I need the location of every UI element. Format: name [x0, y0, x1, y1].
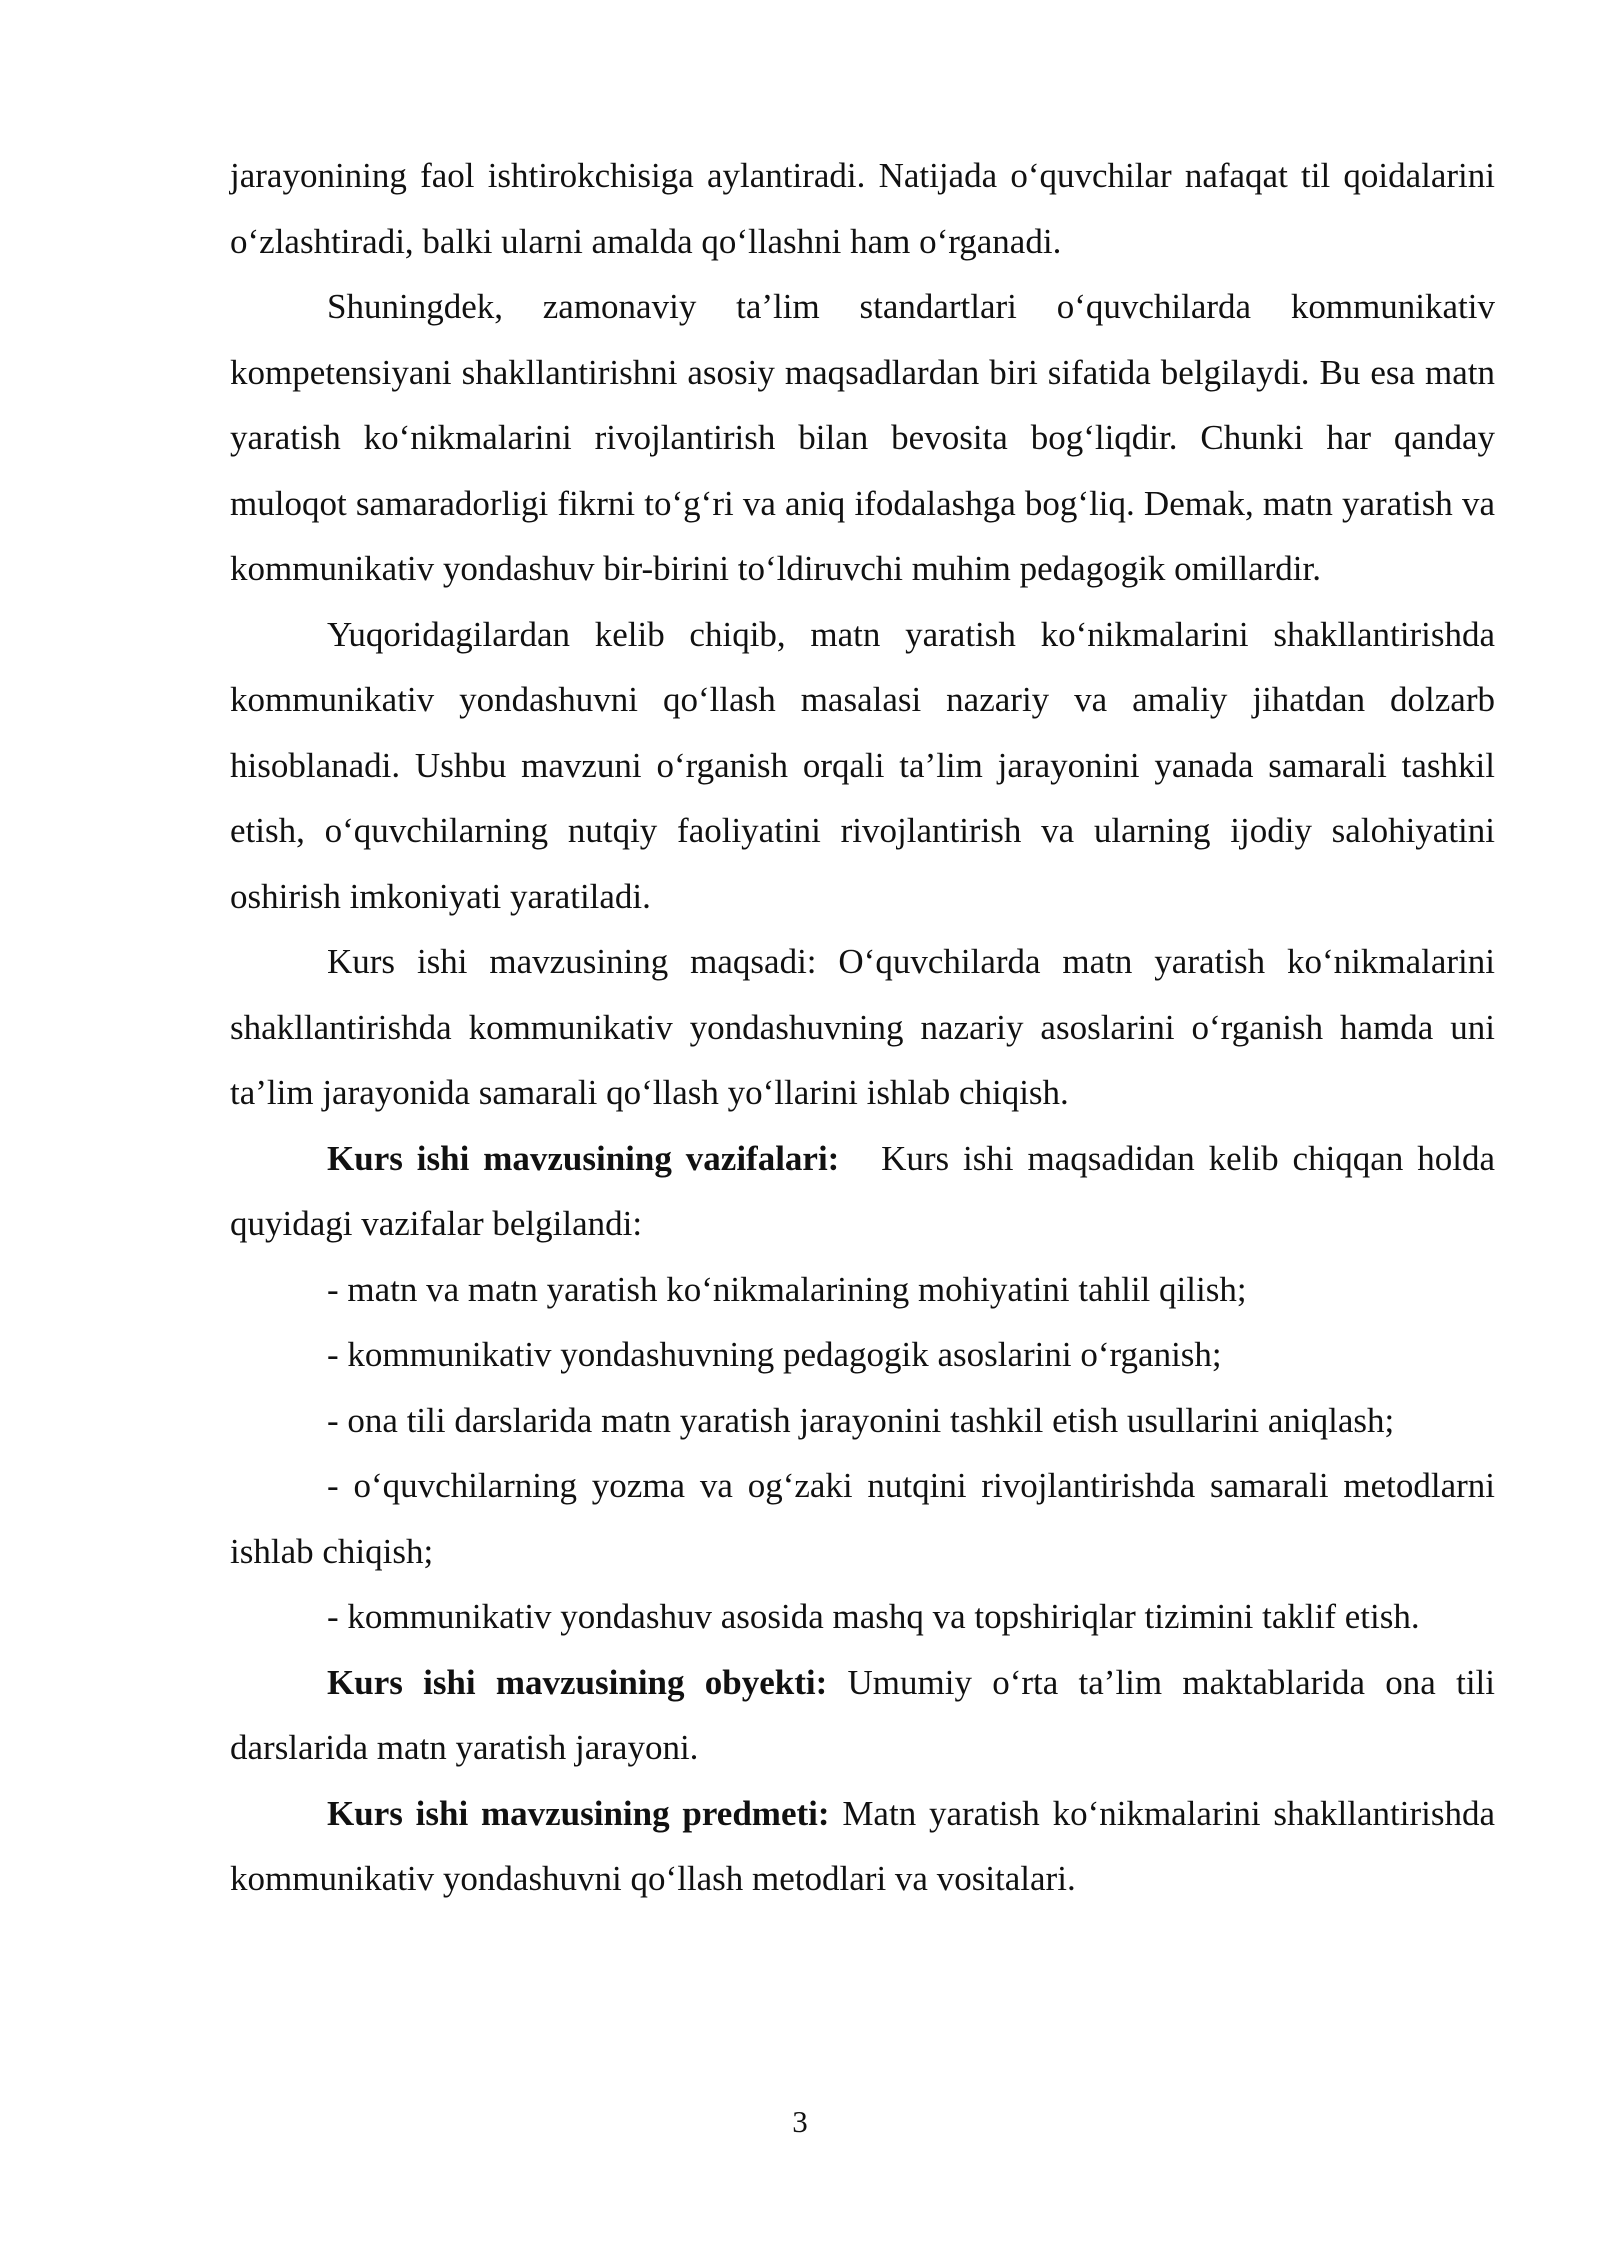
task-item: - matn va matn yaratish ko‘nikmalarining mohiyatini tahlil qilish; — [327, 1269, 1247, 1309]
paragraph-intro-continuation: jarayonining faol ishtirokchisiga aylantiradi. Natijada o‘quvchilar nafaqat til qoidalarini o‘zlashtiradi, balki ularni amalda qo‘llashni ham o‘rganadi. — [230, 156, 1495, 261]
paragraph-subject — [230, 1781, 1495, 1912]
subject-heading: Kurs ishi mavzusining predmeti: — [327, 1793, 830, 1833]
task-item: - o‘quvchilarning yozma va og‘zaki nutqini rivojlantirishda samarali metodlarni ishlab chiqish; — [230, 1466, 1495, 1571]
paragraph-goal: Kurs ishi mavzusining maqsadi: O‘quvchilarda matn yaratish ko‘nikmalarini shakllantirishda kommunikativ yondashuvning nazariy asoslarini o‘rganish hamda uni ta’lim jarayonida samarali qo‘llash yo‘llarini ishlab chiqish. — [230, 942, 1495, 1112]
tasks-intro: Kurs ishi maqsadidan kelib chiqqan holda quyidagi vazifalar belgilandi: — [230, 1138, 1495, 1243]
task-item: - ona tili darslarida matn yaratish jarayonini tashkil etish usullarini aniqlash; — [327, 1400, 1395, 1440]
document-page — [230, 143, 1495, 1912]
object-heading: Kurs ishi mavzusining obyekti: — [327, 1662, 828, 1702]
page-number: 3 — [792, 2104, 808, 2139]
paragraph-tasks — [230, 1126, 1495, 1257]
paragraph-object — [230, 1650, 1495, 1781]
subject-text: Matn yaratish ko‘nikmalarini shakllantirishda kommunikativ yondashuvni qo‘llash metodlari va vositalari. — [230, 1793, 1495, 1898]
tasks-heading: Kurs ishi mavzusining vazifalari: — [327, 1138, 840, 1178]
paragraph-standards: Shuningdek, zamonaviy ta’lim standartlari o‘quvchilarda kommunikativ kompetensiyani shakllantirishni asosiy maqsadlardan biri sifatida belgilaydi. Bu esa matn yaratish ko‘nikmalarini rivojlantirish bilan bevosita bog‘liqdir. Chunki har qanday muloqot samaradorligi fikrni to‘g‘ri va aniq ifodalashga bog‘liq. Demak, matn yaratish va kommunikativ yondashuv bir-birini to‘ldiruvchi muhim pedagogik omillardir. — [230, 287, 1495, 588]
paragraph-relevance: Yuqoridagilardan kelib chiqib, matn yaratish ko‘nikmalarini shakllantirishda kommunikativ yondashuvni qo‘llash masalasi nazariy va amaliy jihatdan dolzarb hisoblanadi. Ushbu mavzuni o‘rganish orqali ta’lim jarayonini yanada samarali tashkil etish, o‘quvchilarning nutqiy faoliyatini rivojlantirish va ularning ijodiy salohiyatini oshirish imkoniyati yaratiladi. — [230, 614, 1495, 916]
task-item: - kommunikativ yondashuvning pedagogik asoslarini o‘rganish; — [327, 1335, 1222, 1374]
task-item: - kommunikativ yondashuv asosida mashq va topshiriqlar tizimini taklif etish. — [327, 1597, 1420, 1636]
object-text: Umumiy o‘rta ta’lim maktablarida ona tili darslarida matn yaratish jarayoni. — [230, 1662, 1495, 1767]
